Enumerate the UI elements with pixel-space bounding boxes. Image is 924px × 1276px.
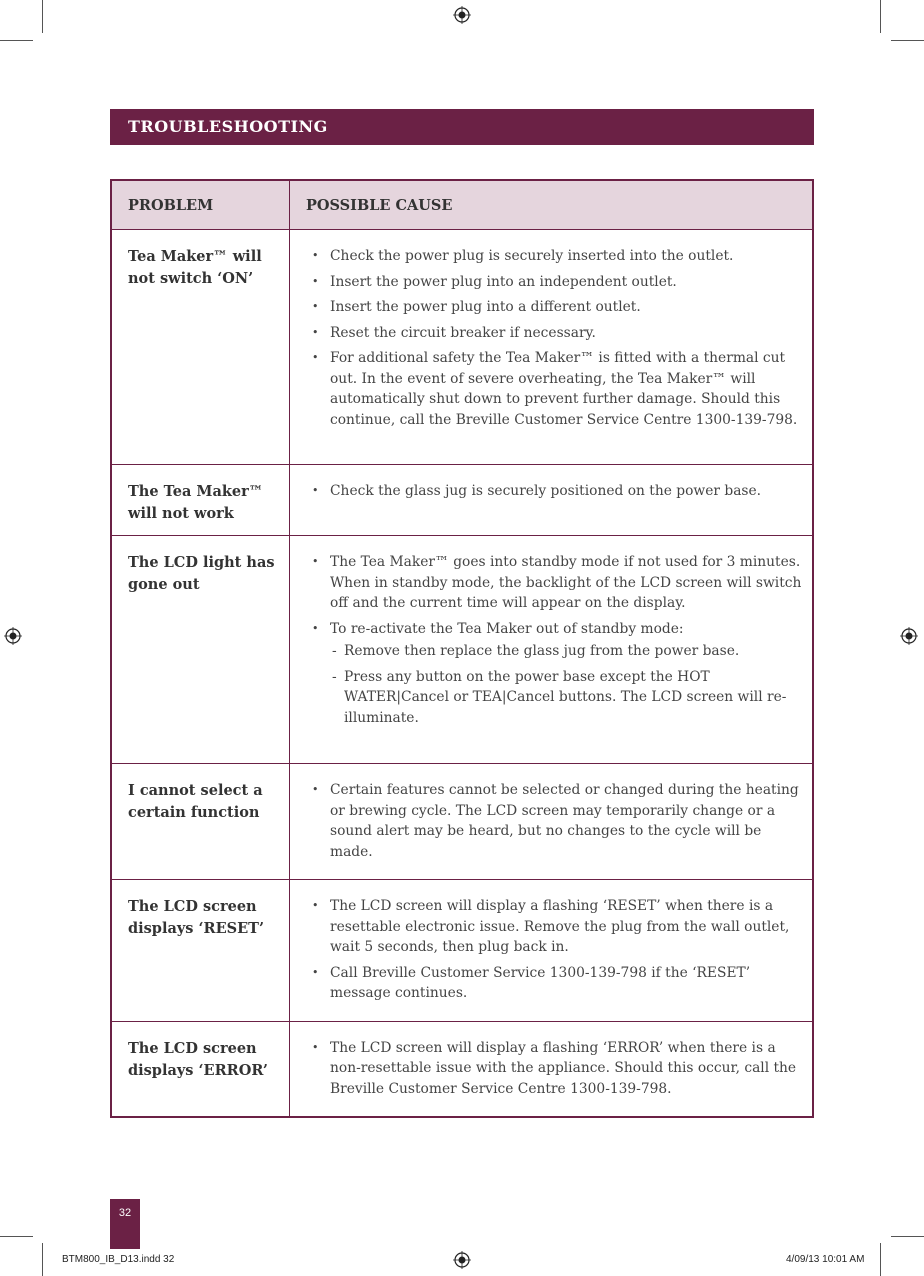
cause-list [308, 896, 804, 1004]
problem-cell: The LCD screen displays ‘RESET’ [111, 880, 290, 1022]
list-item-text: To re-activate the Tea Maker out of standby mode: [330, 620, 684, 637]
table-row [111, 880, 813, 1022]
list-item: • Call Breville Customer Service 1300-139-798 if the ‘RESET’ message continues. [308, 963, 804, 1004]
list-item: • Insert the power plug into a different outlet. [308, 297, 804, 318]
cause-list [308, 1038, 804, 1100]
crop-mark [891, 1236, 924, 1237]
table-row [111, 1021, 813, 1117]
problem-cell: I cannot select a certain function [111, 764, 290, 880]
table-row [111, 230, 813, 465]
header-possible-cause: POSSIBLE CAUSE [290, 180, 814, 230]
page-number-tab [110, 1199, 140, 1249]
list-item: • The Tea Maker™ goes into standby mode if not used for 3 minutes. When in standby mode, the backlight of the LCD screen will switch off and the current time will appear on the display. [308, 552, 804, 614]
cause-list [308, 246, 804, 430]
print-timestamp: 4/09/13 10:01 AM [786, 1254, 865, 1265]
registration-mark-icon [453, 6, 471, 24]
crop-mark [880, 1243, 881, 1276]
list-item: • Check the glass jug is securely positioned on the power base. [308, 481, 804, 502]
table-header-row [111, 180, 813, 230]
problem-cell: The LCD screen displays ‘ERROR’ [111, 1021, 290, 1117]
section-banner [110, 109, 814, 145]
problem-cell: The LCD light has gone out [111, 536, 290, 764]
crop-mark [880, 0, 881, 33]
sub-list-item: - Press any button on the power base except the HOT WATER|Cancel or TEA|Cancel buttons. The LCD screen will re-illuminate. [330, 667, 804, 729]
crop-mark [42, 0, 43, 33]
list-item: • The LCD screen will display a flashing ‘ERROR’ when there is a non-resettable issue with the appliance. Should this occur, call the Breville Customer Service Centre 1300-139-798. [308, 1038, 804, 1100]
problem-cell: The Tea Maker™ will not work [111, 465, 290, 536]
table-row [111, 536, 813, 764]
registration-mark-icon [900, 627, 918, 645]
registration-mark-icon [453, 1251, 471, 1269]
header-problem: PROBLEM [111, 180, 290, 230]
crop-mark [0, 40, 33, 41]
section-title: TROUBLESHOOTING [128, 117, 328, 136]
crop-mark [0, 1236, 33, 1237]
table-row [111, 764, 813, 880]
cause-cell [290, 536, 814, 764]
cause-cell [290, 880, 814, 1022]
troubleshooting-table [110, 179, 814, 1118]
table-row [111, 465, 813, 536]
cause-list [308, 552, 804, 728]
cause-cell [290, 764, 814, 880]
crop-mark [42, 1243, 43, 1276]
list-item [308, 619, 804, 729]
list-item: • For additional safety the Tea Maker™ is fitted with a thermal cut out. In the event of severe overheating, the Tea Maker™ will automatically shut down to prevent further damage. Should this continue, call the Breville Customer Service Centre 1300-139-798. [308, 348, 804, 430]
cause-cell [290, 1021, 814, 1117]
list-item: • The LCD screen will display a flashing ‘RESET’ when there is a resettable electronic issue. Remove the plug from the wall outlet, wait 5 seconds, then plug back in. [308, 896, 804, 958]
file-slug: BTM800_IB_D13.indd 32 [62, 1254, 175, 1265]
cause-list [308, 780, 804, 862]
cause-cell [290, 230, 814, 465]
list-item: • Reset the circuit breaker if necessary. [308, 323, 804, 344]
sub-list-item: - Remove then replace the glass jug from the power base. [330, 641, 804, 662]
sub-list [330, 641, 804, 728]
list-item: • Insert the power plug into an independent outlet. [308, 272, 804, 293]
cause-cell [290, 465, 814, 536]
problem-cell: Tea Maker™ will not switch ‘ON’ [111, 230, 290, 465]
list-item: • Check the power plug is securely inserted into the outlet. [308, 246, 804, 267]
cause-list [308, 481, 804, 502]
registration-mark-icon [4, 627, 22, 645]
list-item: • Certain features cannot be selected or changed during the heating or brewing cycle. The LCD screen may temporarily change or a sound alert may be heard, but no changes to the cycle will be made. [308, 780, 804, 862]
page-number: 32 [118, 1207, 132, 1219]
crop-mark [891, 40, 924, 41]
